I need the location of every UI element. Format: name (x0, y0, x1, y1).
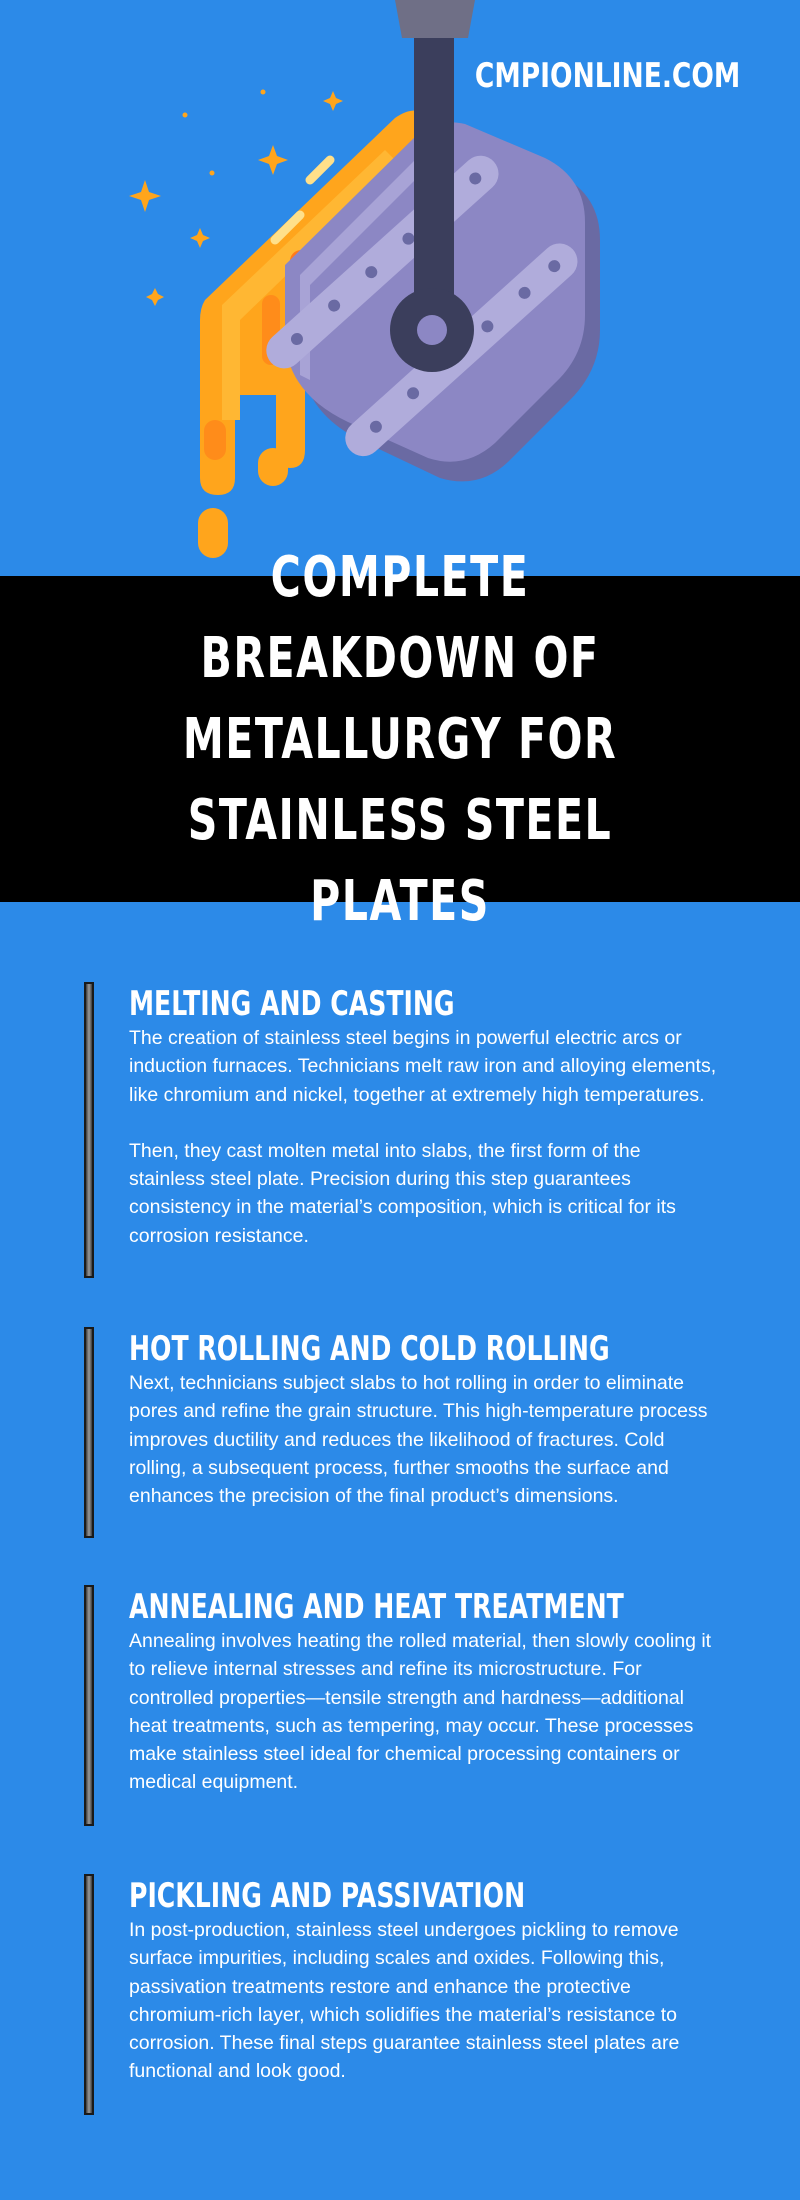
page-title: COMPLETE BREAKDOWN OF METALLURGY FOR STAINLESS STEEL PLATES (182, 544, 618, 934)
section-pickling-and-passivation (84, 1874, 724, 2115)
section-body (129, 1024, 719, 1250)
section-annealing-and-heat-treatment (84, 1585, 724, 1826)
section-heading: PICKLING AND PASSIVATION (129, 1876, 526, 1916)
section-paragraph: Annealing involves heating the rolled material, then slowly cooling it to relieve internal stresses and refine its microstructure. For controlled properties—tensile strength and hardness—additional heat treatments, such as tempering, may occur. These processes make stainless steel ideal for chemical processing containers or medical equipment. (129, 1630, 712, 1794)
section-body (129, 1916, 719, 2086)
section-accent-bar (84, 1327, 94, 1538)
site-url: CMPIONLINE.COM (474, 56, 740, 96)
section-paragraph: Then, they cast molten metal into slabs, the first form of the stainless steel plate. Precision during this step guarantees consistency in the material’s composition, which is critical for its corrosion resistance. (129, 1139, 676, 1247)
section-accent-bar (84, 982, 94, 1278)
section-heading: MELTING AND CASTING (129, 984, 455, 1024)
section-melting-and-casting (84, 982, 724, 1278)
section-accent-bar (84, 1585, 94, 1826)
hero-banner (0, 0, 800, 576)
section-accent-bar (84, 1874, 94, 2115)
section-body (129, 1369, 719, 1510)
section-body (129, 1627, 719, 1797)
section-heading: HOT ROLLING AND COLD ROLLING (129, 1329, 610, 1369)
section-hot-and-cold-rolling (84, 1327, 724, 1538)
section-paragraph: In post-production, stainless steel undergoes pickling to remove surface impurities, including scales and oxides. Following this, passivation treatments restore and enhance the protective chromium-rich layer, which solidifies the material’s resistance to corrosion. These final steps guarantee stainless steel plates are functional and look good. (129, 1919, 680, 2083)
section-heading: ANNEALING AND HEAT TREATMENT (129, 1587, 624, 1627)
section-paragraph: The creation of stainless steel begins in powerful electric arcs or induction furnaces. Technicians melt raw iron and alloying elements, like chromium and nickel, together at extremely high temperatures. (129, 1027, 717, 1106)
section-paragraph: Next, technicians subject slabs to hot rolling in order to eliminate pores and refine the grain structure. This high-temperature process improves ductility and reduces the likelihood of fractures. Cold rolling, a subsequent process, further smooths the surface and enhances the precision of the final product’s dimensions. (129, 1372, 708, 1508)
title-banner (0, 544, 800, 934)
